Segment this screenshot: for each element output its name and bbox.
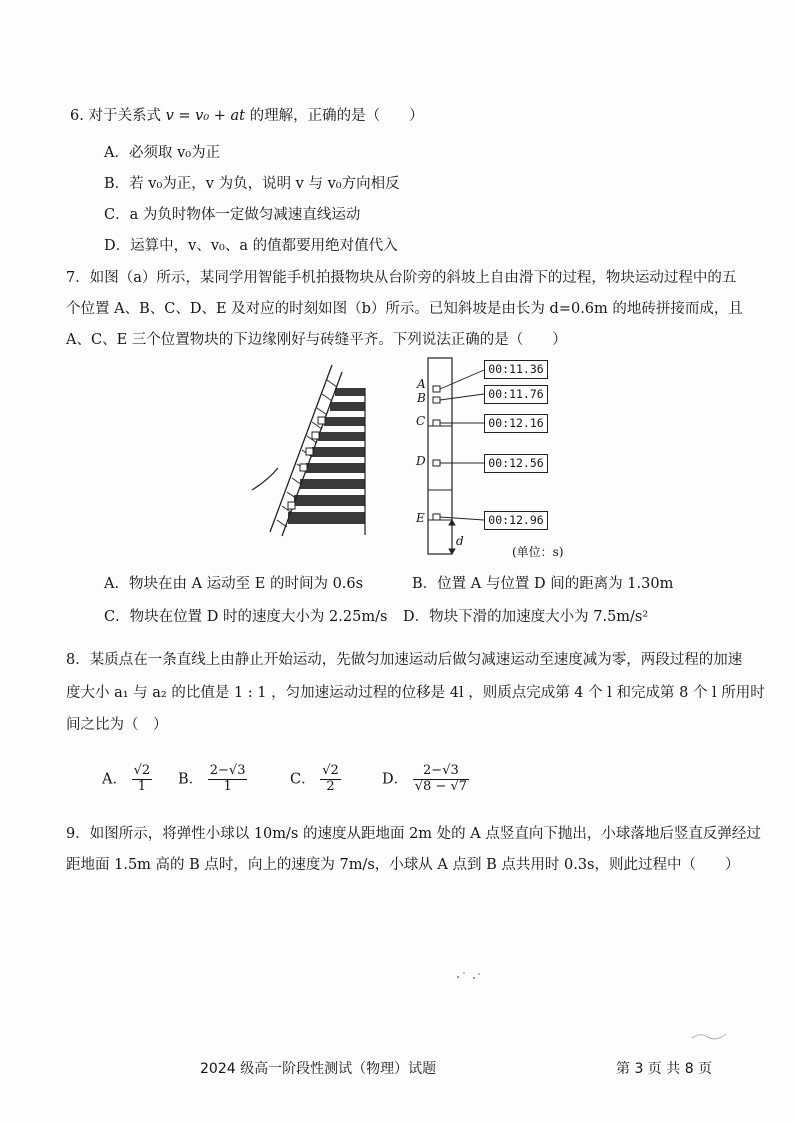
q8-option-b-label: B． — [178, 771, 204, 788]
q6-option-c: C．a 为负时物体一定做匀减速直线运动 — [104, 207, 361, 223]
q7-option-c: C．物块在位置 D 时的速度大小为 2.25m/s — [104, 609, 388, 625]
q9-stem-line-1: 9．如图所示，将弹性小球以 10m/s 的速度从距地面 2m 处的 A 点竖直向下抛出，小球落地后竖直反弹经过 — [66, 826, 761, 842]
q8-option-c-fraction — [320, 764, 341, 795]
q7-stem-line-3: A、C、E 三个位置物块的下边缘刚好与砖缝平齐。下列说法正确的是（ ） — [66, 332, 567, 348]
q8-option-a-label: A． — [102, 771, 127, 788]
position-label-a: A — [417, 377, 426, 391]
q6-option-b: B．若 v₀为正，v 为负，说明 v 与 v₀方向相反 — [104, 176, 400, 192]
q7-option-a: A．物块在由 A 运动至 E 的时间为 0.6s — [104, 576, 364, 592]
timestamp-e: 00:12.96 — [484, 511, 548, 530]
footer-page-number: 第 3 页 共 8 页 — [616, 1061, 713, 1077]
q8-option-a-numerator: √2 — [133, 763, 151, 778]
q8-option-d — [382, 764, 469, 795]
q6-stem — [70, 104, 424, 125]
q8-option-d-numerator: 2−√3 — [413, 764, 469, 780]
q8-option-d-fraction — [413, 764, 469, 795]
q8-option-b-numerator: 2−√3 — [209, 763, 246, 778]
q7-option-b: B．位置 A 与位置 D 间的距离为 1.30m — [412, 576, 674, 592]
q8-option-c — [290, 764, 341, 795]
q8-option-a-denominator: 1 — [137, 778, 147, 794]
q6-option-d: D．运算中，v、v₀、a 的值都要用绝对值代入 — [104, 238, 398, 254]
position-label-e: E — [416, 511, 425, 525]
position-label-b: B — [417, 391, 426, 405]
scan-speck-corner — [690, 1028, 730, 1042]
figure-a-stairs-slope — [250, 360, 385, 540]
timestamp-b: 00:11.76 — [484, 385, 548, 404]
q6-number: 6. — [70, 108, 84, 124]
position-label-d: D — [416, 454, 426, 468]
q7-stem-line-2: 个位置 A、B、C、D、E 及对应的时刻如图（b）所示。已知斜坡是由长为 d=0.6m 的地砖拼接而成，且 — [66, 301, 743, 317]
q6-text-after: 的理解，正确的是（ ） — [249, 108, 424, 124]
scan-speck — [452, 968, 492, 984]
q8-option-c-label: C． — [290, 771, 316, 788]
d-label: d — [456, 534, 464, 548]
q8-option-b-denominator: 1 — [223, 778, 232, 794]
footer-title: 2024 级高一阶段性测试（物理）试题 — [200, 1061, 437, 1077]
timestamp-c: 00:12.16 — [484, 414, 548, 433]
timestamp-a: 00:11.36 — [484, 360, 548, 379]
q8-option-c-denominator: 2 — [326, 778, 335, 794]
position-label-c: C — [416, 414, 426, 428]
q8-stem-line-2: 度大小 a₁ 与 a₂ 的比值是 1 : 1 ，匀加速运动过程的位移是 4l ，则质点完成第 4 个 l 和完成第 8 个 l 所用时 — [66, 685, 765, 701]
q7-option-d: D．物块下滑的加速度大小为 7.5m/s² — [403, 609, 649, 625]
q8-option-b-fraction — [208, 764, 248, 795]
q6-formula: v = v₀ + at — [165, 108, 245, 124]
q8-stem-line-1: 8．某质点在一条直线上由静止开始运动，先做匀加速运动后做匀减速运动至速度减为零，两段过程的加速 — [66, 652, 743, 668]
q8-option-a — [102, 764, 152, 795]
q6-text-before: 对于关系式 — [88, 108, 161, 124]
q8-option-c-numerator: √2 — [322, 763, 339, 778]
timestamp-d: 00:12.56 — [484, 454, 548, 473]
q9-stem-line-2: 距地面 1.5m 高的 B 点时，向上的速度为 7m/s，小球从 A 点到 B 点共用时 0.3s，则此过程中（ ） — [66, 857, 740, 873]
q8-option-a-fraction — [132, 764, 153, 795]
q8-option-b — [178, 764, 247, 795]
q6-option-a: A．必须取 v₀为正 — [104, 145, 221, 161]
q8-stem-line-3: 间之比为（ ） — [66, 717, 168, 733]
q8-option-d-label: D． — [382, 771, 409, 788]
unit-label: (单位：s) — [512, 545, 564, 559]
q7-stem-line-1: 7．如图（a）所示，某同学用智能手机拍摄物块从台阶旁的斜坡上自由滑下的过程，物块运动过程中的五 — [66, 270, 737, 286]
q8-option-d-denominator: √8 − √7 — [414, 778, 468, 794]
